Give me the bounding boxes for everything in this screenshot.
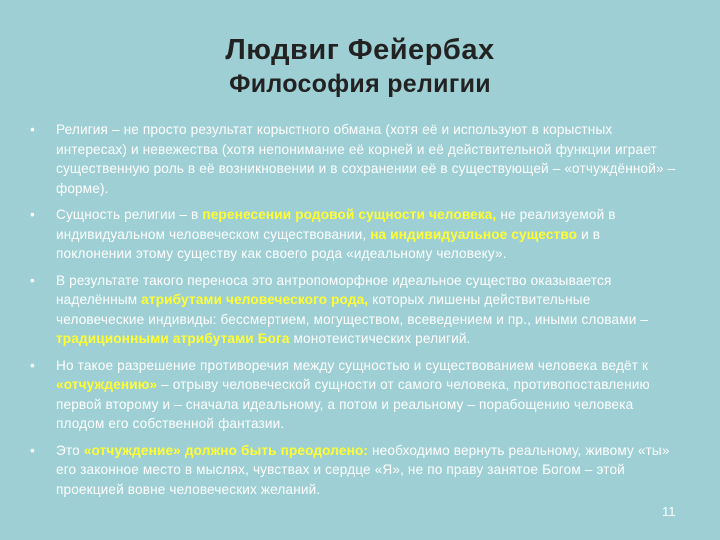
slide-subtitle: Философия религии bbox=[229, 70, 491, 98]
bullet-icon: • bbox=[30, 207, 35, 222]
highlighted-text: традиционными атрибутами Бога bbox=[56, 331, 290, 346]
text-segment: и в поклонении этому существу как своего рода «идеальному человеку». bbox=[56, 226, 601, 261]
text-segment: В результате такого переноса это антропоморфное идеальное существо оказывается наделённым bbox=[56, 272, 612, 307]
text-segment: Но такое разрешение противоречия между сущностью и существованием человека ведёт к bbox=[56, 357, 649, 373]
text-segment: необходимо вернуть реальному, живому «ты» его законное место в мыслях, чувствах и сердце «Я», не по праву занятое Богом – этой проекцией вовне человеческих желаний. bbox=[56, 442, 670, 497]
title-block bbox=[0, 32, 720, 100]
bullet-text bbox=[56, 273, 648, 347]
slide-title: Людвиг Фейербах bbox=[225, 34, 495, 66]
highlighted-text: «отчуждение» должно быть преодолено: bbox=[83, 442, 369, 458]
page-number: 11 bbox=[662, 504, 676, 519]
bullet-text bbox=[56, 207, 616, 261]
highlighted-text: на индивидуальное существо bbox=[370, 226, 578, 242]
bullet-item bbox=[30, 356, 678, 434]
text-segment: не реализуемой в индивидуальном человеческом существовании, bbox=[56, 207, 616, 242]
bullet-item bbox=[30, 271, 678, 349]
text-segment: Религия – не просто результат корыстного обмана (хотя её и используют в корыстных интересах) и невежества (хотя непонимание её корней и её действительной функции играет существенную роль в её возникновении и в сохранении её в существующей – «отчуждённой» – форме). bbox=[56, 122, 676, 196]
text-segment: – отрыву человеческой сущности от самого человека, противопоставлению первой второму и – сначала идеальному, а потом и реальному – порабощению человека плодом его собственной фантазии. bbox=[56, 377, 650, 431]
bullet-item bbox=[30, 120, 678, 198]
bullet-icon: • bbox=[30, 442, 35, 458]
bullet-icon: • bbox=[30, 272, 35, 288]
text-segment: которых лишены действительные человеческие индивиды: бессмертием, могуществом, всеведением и пр., иными словами – bbox=[56, 292, 649, 327]
bullet-icon: • bbox=[30, 122, 35, 137]
highlighted-text: атрибутами человеческого рода, bbox=[141, 292, 369, 307]
text-segment: монотеистических религий. bbox=[289, 331, 471, 346]
bullet-list bbox=[30, 120, 678, 506]
bullet-item bbox=[30, 205, 678, 264]
highlighted-text: перенесении родовой сущности человека, bbox=[202, 207, 497, 222]
text-segment: Сущность религии – в bbox=[56, 207, 203, 222]
bullet-text bbox=[56, 358, 650, 432]
bullet-item bbox=[30, 441, 678, 500]
bullet-text bbox=[56, 122, 675, 196]
bullet-icon: • bbox=[30, 357, 35, 373]
bullet-text bbox=[56, 443, 670, 497]
text-segment: Это bbox=[56, 442, 84, 458]
highlighted-text: «отчуждению» bbox=[56, 377, 158, 392]
